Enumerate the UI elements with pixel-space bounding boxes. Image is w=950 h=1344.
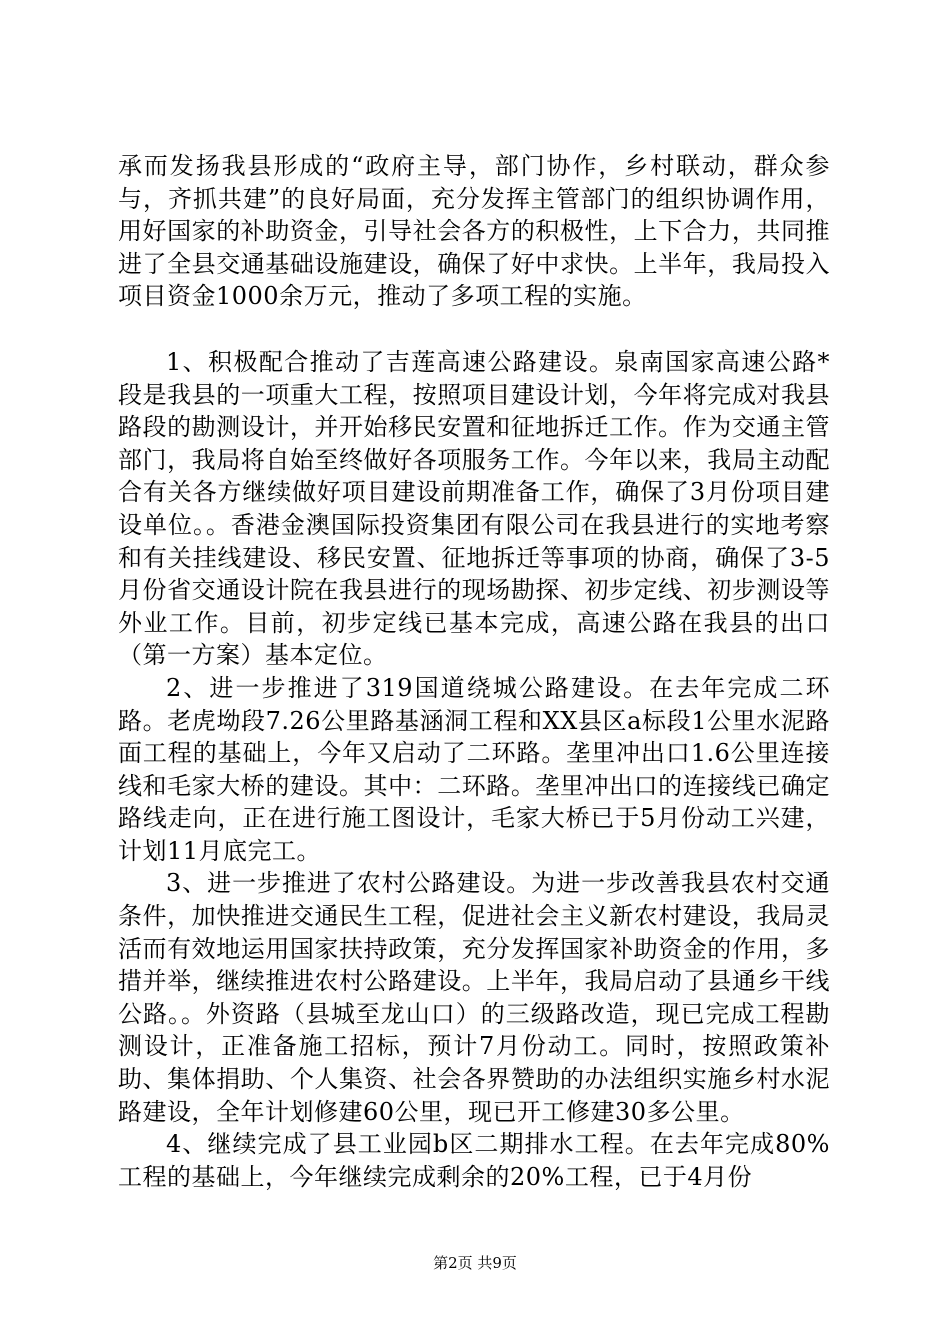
paragraph-item-2: 2、进一步推进了319国道绕城公路建设。在去年完成二环路。老虎坳段7.26公里路基涵洞工程和XX县区a标段1公里水泥路面工程的基础上，今年又启动了二环路。垄里冲出口1.6公里连接线和毛家大桥的建设。其中：二环路。垄里冲出口的连接线已确定路线走向，正在进行施工图设计，毛家大桥已于5月份动工兴建，计划11月底完工。	[118, 673, 830, 865]
paragraph-item-4: 4、继续完成了县工业园b区二期排水工程。在去年完成80%工程的基础上，今年继续完成剩余的20%工程，已于4月份	[118, 1130, 830, 1191]
paragraph-intro: 承而发扬我县形成的“政府主导，部门协作，乡村联动，群众参与，齐抓共建”的良好局面，充分发挥主管部门的组织协调作用，用好国家的补助资金，引导社会各方的积极性，上下合力，共同推进了全县交通基础设施建设，确保了好中求快。上半年，我局投入项目资金1000余万元，推动了多项工程的实施。	[118, 152, 830, 311]
document-body	[118, 150, 830, 1193]
page-number-footer: 第2页 共9页	[433, 1254, 517, 1272]
paragraph-item-3: 3、进一步推进了农村公路建设。为进一步改善我县农村交通条件，加快推进交通民生工程，促进社会主义新农村建设，我局灵活而有效地运用国家扶持政策，充分发挥国家补助资金的作用，多措并举，继续推进农村公路建设。上半年，我局启动了县通乡干线公路。。外资路（县城至龙山口）的三级路改造，现已完成工程勘测设计，正准备施工招标，预计7月份动工。同时，按照政策补助、集体捐助、个人集资、社会各界赞助的办法组织实施乡村水泥路建设，全年计划修建60公里，现已开工修建30多公里。	[118, 869, 830, 1126]
paragraph-item-1: 1、积极配合推动了吉莲高速公路建设。泉南国家高速公路*段是我县的一项重大工程，按照项目建设计划，今年将完成对我县路段的勘测设计，并开始移民安置和征地拆迁工作。作为交通主管部门，我局将自始至终做好各项服务工作。今年以来，我局主动配合有关各方继续做好项目建设前期准备工作，确保了3月份项目建设单位。。香港金澳国际投资集团有限公司在我县进行的实地考察和有关挂线建设、移民安置、征地拆迁等事项的协商，确保了3-5月份省交通设计院在我县进行的现场勘探、初步定线、初步测设等外业工作。目前，初步定线已基本完成，高速公路在我县的出口（第一方案）基本定位。	[118, 347, 830, 670]
